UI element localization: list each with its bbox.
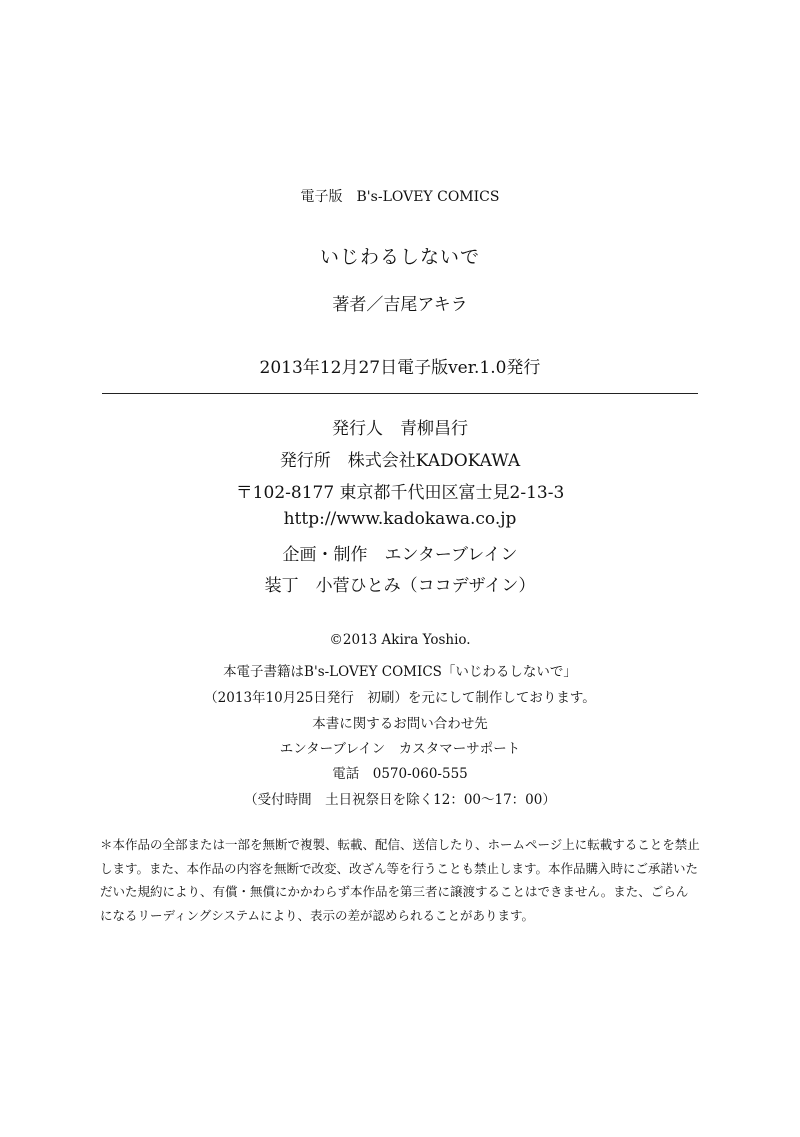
legal-notice: ＊本作品の全部または一部を無断で複製、転載、配信、送信したり、ホームページ上に転載することを禁止します。また、本作品の内容を無断で改変、改ざん等を行うことも禁止します。本作品購入時にご承諾いただいた規約により、有償・無償にかかわらず本作品を第三者に譲渡することはできません。また、ごらんになるリーディングシステムにより、表示の差が認められることがあります。 — [100, 837, 700, 923]
author-line: 著者／吉尾アキラ — [332, 295, 468, 315]
edition-date: 2013年12月27日電子版ver.1.0発行 — [259, 358, 541, 378]
publisher-address: 〒102-8177 東京都千代田区富士見2-13-3 — [235, 483, 565, 503]
cover-design: 装丁 小菅ひとみ（ココデザイン） — [264, 576, 536, 596]
source-date-line: （2013年10月25日発行 初刷）を元にして制作しております。 — [204, 690, 596, 706]
copyright-line: ©2013 Akira Yoshio. — [329, 632, 471, 648]
contact-heading: 本書に関するお問い合わせ先 — [312, 716, 488, 732]
book-title: いじわるしないで — [319, 246, 480, 268]
source-edition-line: 本電子書籍はB's-LOVEY COMICS「いじわるしないで」 — [223, 664, 577, 680]
contact-phone: 電話 0570-060-555 — [332, 766, 468, 782]
publisher-company: 発行所 株式会社KADOKAWA — [279, 451, 521, 471]
series-label: 電子版 B's-LOVEY COMICS — [300, 189, 500, 205]
contact-hours: （受付時間 土日祝祭日を除く12：00〜17：00） — [244, 792, 556, 808]
contact-support: エンターブレイン カスタマーサポート — [279, 741, 521, 757]
publisher-url: http://www.kadokawa.co.jp — [283, 509, 517, 529]
divider-rule — [102, 393, 698, 394]
publisher-person: 発行人 青柳昌行 — [332, 419, 468, 439]
planning-production: 企画・制作 エンターブレイン — [282, 545, 518, 565]
